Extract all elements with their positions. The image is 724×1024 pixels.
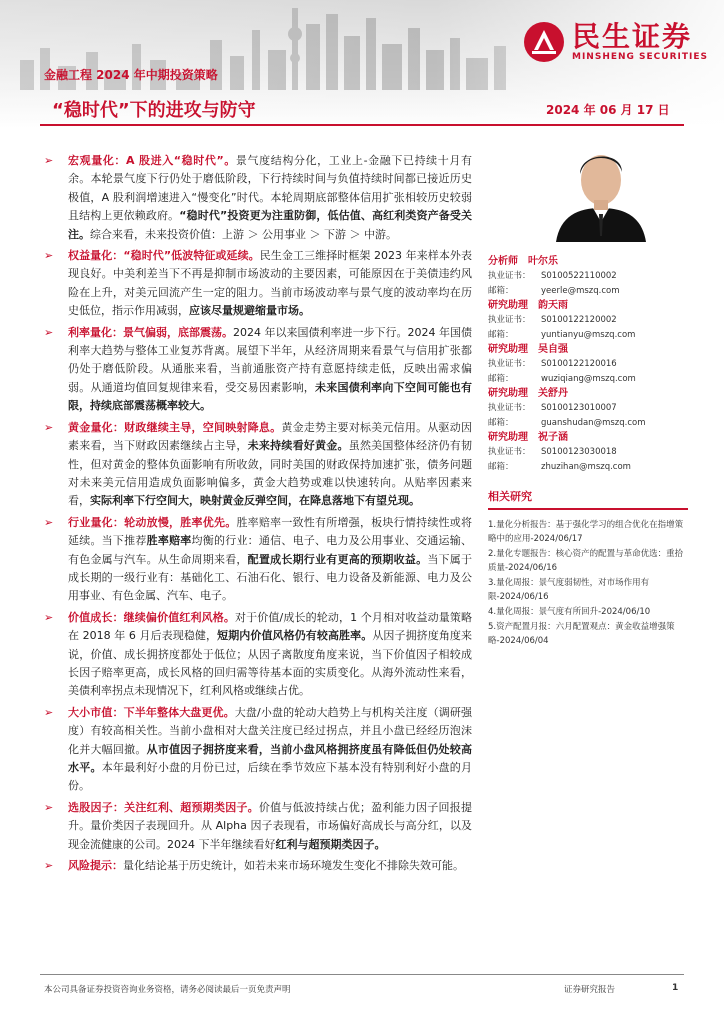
email-address: wuziqiang@mszq.com (541, 373, 636, 384)
paragraph-heading: 价值成长：继续偏价值红利风格。 (68, 610, 235, 624)
bullet-arrow-icon: ➢ (44, 325, 54, 339)
certificate-label: 执业证书： (488, 447, 531, 457)
analyst-role: 研究助理 (488, 432, 528, 443)
body-text: 2024 年以来国债利率进一步下行。2024 年国债利率大趋势与整体工业复苏背离。展望下半年，从经济周期来看景气与信用扩张都仍处于磨低阶段。从通胀来看，当前通胀资产持有意愿持续走低，反映出需求偏弱。从通道均值回复规律来看，受交易因素影响， (68, 325, 473, 394)
certificate-label: 执业证书： (488, 359, 531, 369)
analyst-name: 吴自强 (538, 344, 568, 355)
certificate-label: 执业证书： (488, 315, 531, 325)
body-text: 大盘/小盘的轮动大趋势上与机构关注度（调研强度）有较高相关性。当前小盘相对大盘关注度已经过拐点，并且小盘已经经历泡沫化并大幅回撤。 (68, 705, 472, 756)
analyst-email (488, 460, 688, 475)
analyst-role: 研究助理 (488, 344, 528, 355)
certificate-number: S0100522110002 (541, 271, 617, 281)
email-address: yeerle@mszq.com (541, 285, 620, 296)
summary-paragraph (44, 799, 472, 854)
paragraph-heading: 选股因子：关注红利、超预期类因子。 (68, 800, 259, 814)
analyst-role: 研究助理 (488, 388, 528, 399)
paragraph-heading: 宏观量化：A 股进入“稳时代”。 (68, 154, 236, 167)
paragraph-heading: 黄金量化：财政继续主导，空间映射降息。 (68, 420, 282, 434)
analyst-certificate (488, 357, 688, 372)
emphasis-text: 胜率赔率 (146, 534, 192, 548)
analyst-email (488, 416, 688, 431)
analyst-certificate (488, 445, 688, 460)
analyst-photo (538, 138, 664, 242)
analyst-name: 祝子涵 (538, 432, 568, 443)
paragraph-heading: 大小市值：下半年整体大盘更优。 (68, 705, 235, 719)
summary-column (44, 152, 472, 878)
analyst-role: 分析师 (488, 256, 518, 267)
report-date: 2024 年 06 月 17 日 (546, 103, 670, 117)
paragraph-heading: 风险提示： (68, 859, 123, 873)
body-text: 黄金走势主要对标美元信用。从驱动因素来看，当下财政因素继续占主导， (68, 420, 472, 453)
analyst-entry (488, 386, 688, 430)
email-address: guanshudan@mszq.com (541, 417, 646, 428)
body-text: 虽然美国整体经济仍有韧性，但对黄金的整体负面影响有所收敛，同时美国的财政保持加速扩张，债务问题对未来美元信用造成负面影响偏多，黄金大趋势或难以快速转向。从贴率因素来看， (68, 439, 473, 508)
email-label: 邮箱： (488, 417, 514, 428)
bullet-arrow-icon: ➢ (44, 420, 54, 434)
analyst-email (488, 284, 688, 299)
emphasis-text: 应该尽量规避缩量市场。 (189, 304, 310, 318)
page-number: 1 (672, 983, 679, 993)
sidebar (488, 138, 688, 649)
paragraph-heading: 权益量化：“稳时代”低波特征或延续。 (68, 249, 260, 263)
body-text: 胜率赔率一致性有所增强，板块行情持续性或将延续。当下推荐 (68, 515, 473, 548)
related-research-item: 3.量化周报：景气度弱韧性，对市场作用有限-2024/06/16 (488, 578, 650, 602)
analyst-role-line (488, 298, 688, 313)
bullet-arrow-icon: ➢ (44, 610, 54, 624)
minsheng-logo-icon (522, 20, 566, 64)
related-research-title: 相关研究 (488, 488, 688, 510)
summary-paragraph (44, 247, 472, 321)
analyst-name: 关舒丹 (538, 388, 568, 399)
related-research-item: 4.量化周报：景气度有所回升-2024/06/10 (488, 607, 651, 617)
bullet-arrow-icon: ➢ (44, 249, 54, 263)
related-research-item: 1.量化分析报告：基于强化学习的组合优化在指增策略中的应用-2024/06/17 (488, 520, 684, 544)
emphasis-text: 短期内价值风格仍有较高胜率。 (217, 629, 373, 643)
certificate-number: S0100123010007 (541, 403, 617, 413)
paragraph-heading: 利率量化：景气偏弱，底部震荡。 (68, 325, 234, 339)
analyst-name: 叶尔乐 (528, 256, 558, 267)
summary-paragraph (44, 514, 472, 606)
certificate-label: 执业证书： (488, 403, 531, 413)
email-label: 邮箱： (488, 461, 514, 472)
body-text: 民生金工三维择时框架 2023 年来样本外表现良好。中美利差当下不再是抑制市场波动的主要因素，可能原因在于美债违约风险在上升，对美元回流产生一定的阻力。当前市场波动率与景气度的波动率均在历史低位，指示作用减弱， (68, 249, 472, 318)
bullet-arrow-icon: ➢ (44, 515, 54, 529)
summary-paragraph (44, 324, 472, 416)
emphasis-text: 实际利率下行空间大，映射黄金反弹空间，在降息落地下有望兑现。 (90, 494, 420, 508)
body-text: 价值与低波持续占优；盈利能力因子回报提升。量价类因子表现回升。从 Alpha 因子表现看，市场偏好高成长与高分红，以及现金流健康的公司。2024 下半年继续看好 (68, 800, 473, 851)
email-address: yuntianyu@mszq.com (541, 329, 636, 340)
summary-paragraph (44, 704, 472, 796)
email-label: 邮箱： (488, 329, 514, 340)
analyst-email (488, 372, 688, 387)
report-series: 金融工程 2024 年中期投资策略 (44, 68, 218, 82)
body-text: 对于价值/成长的轮动，1 个月相对收益动量策略在 2018 年 6 月后表现稳健， (68, 610, 472, 643)
analyst-list (488, 254, 688, 474)
body-text: 量化结论基于历史统计，如若未来市场环境发生变化不排除失效可能。 (123, 859, 464, 873)
footer-report-type: 证券研究报告 (564, 985, 616, 995)
analyst-name: 韵天雨 (538, 300, 568, 311)
analyst-certificate (488, 313, 688, 328)
analyst-certificate (488, 401, 688, 416)
analyst-role: 研究助理 (488, 300, 528, 311)
emphasis-text: “稳时代”投资更为注重防御，低估值、高红利类资产备受关注。 (68, 209, 472, 241)
email-label: 邮箱： (488, 373, 514, 384)
body-text: 本年最利好小盘的月份已过，后续在季节效应下基本没有特别利好小盘的月份。 (68, 761, 472, 793)
body-text: 景气度结构分化，工业上-金融下已持续十月有余。本轮景气度下行仍处于磨低阶段，下行持续时间与负值持续时间都已接近历史极值，A 股利润增速进入“慢变化”时代。本轮周期底部整体信用扩张相较历史较弱且结构上更依赖政府。 (68, 154, 472, 223)
emphasis-text: 未来持续看好黄金。 (247, 439, 349, 453)
logo-english-name: MINSHENG SECURITIES (572, 52, 708, 62)
analyst-email (488, 328, 688, 343)
footer-disclaimer: 本公司具备证券投资咨询业务资格，请务必阅读最后一页免责声明 (44, 985, 291, 995)
body-text: 综合来看，未来投资价值：上游 ＞ 公用事业 ＞ 下游 ＞ 中游。 (90, 227, 397, 241)
bullet-arrow-icon: ➢ (44, 859, 54, 873)
email-address: zhuzihan@mszq.com (541, 461, 631, 472)
footer-divider (40, 974, 684, 975)
emphasis-text: 未来国债利率向下空间可能也有限，持续底部震荡概率较大。 (68, 380, 473, 413)
summary-paragraph (44, 609, 472, 701)
bullet-arrow-icon: ➢ (44, 705, 54, 719)
minsheng-logo (522, 20, 708, 64)
emphasis-text: 配置成长期行业有更高的预期收益。 (247, 552, 428, 566)
body-text: 均衡的行业：通信、电子、电力及公用事业、交通运输、有色金属与汽车。从生命周期来看， (68, 534, 473, 566)
analyst-entry (488, 298, 688, 342)
related-research-item: 5.资产配置月报：六月配置观点：黄金收益增强策略-2024/06/04 (488, 622, 675, 646)
analyst-entry (488, 430, 688, 474)
analyst-entry (488, 254, 688, 298)
body-text: 从因子拥挤度角度来说，价值、成长拥挤度都处于低位；从因子离散度角度来说，当下价值因子相较成长因子赔率更高，成长风格的回归需等待基本面的实质变化。从海外流动性来看，美债利率拐点未现情况下，红利风格或继续占优。 (68, 629, 473, 698)
body-text: 当下属于成长期的一级行业有：基础化工、石油石化、银行、电力设备及新能源、电力及公用事业、有色金属、汽车、电子。 (68, 552, 472, 603)
report-title: “稳时代”下的进攻与防守 (52, 100, 256, 121)
summary-paragraph (44, 857, 472, 875)
logo-chinese-name: 民生证券 (572, 20, 693, 53)
paragraph-heading: 行业量化：轮动放慢，胜率优先。 (68, 515, 237, 529)
analyst-role-line (488, 254, 688, 269)
analyst-certificate (488, 269, 688, 284)
summary-paragraph (44, 152, 472, 244)
bullet-arrow-icon: ➢ (44, 154, 54, 167)
analyst-role-line (488, 386, 688, 401)
certificate-number: S0100122120002 (541, 315, 617, 325)
analyst-role-line (488, 430, 688, 445)
analyst-role-line (488, 342, 688, 357)
emphasis-text: 从市值因子拥挤度来看，当前小盘风格拥挤度虽有降低但仍处较高水平。 (68, 742, 473, 774)
related-research-list (488, 518, 688, 648)
summary-paragraph (44, 419, 472, 511)
header-divider (40, 124, 684, 126)
report-header (0, 0, 724, 128)
bullet-arrow-icon: ➢ (44, 800, 54, 814)
certificate-label: 执业证书： (488, 271, 531, 281)
emphasis-text: 红利与超预期类因子。 (275, 837, 386, 851)
certificate-number: S0100123030018 (541, 447, 617, 457)
related-research-item: 2.量化专题报告：核心资产的配置与革命优选：重拾质量-2024/06/16 (488, 549, 684, 573)
email-label: 邮箱： (488, 285, 514, 296)
certificate-number: S0100122120016 (541, 359, 617, 369)
analyst-entry (488, 342, 688, 386)
